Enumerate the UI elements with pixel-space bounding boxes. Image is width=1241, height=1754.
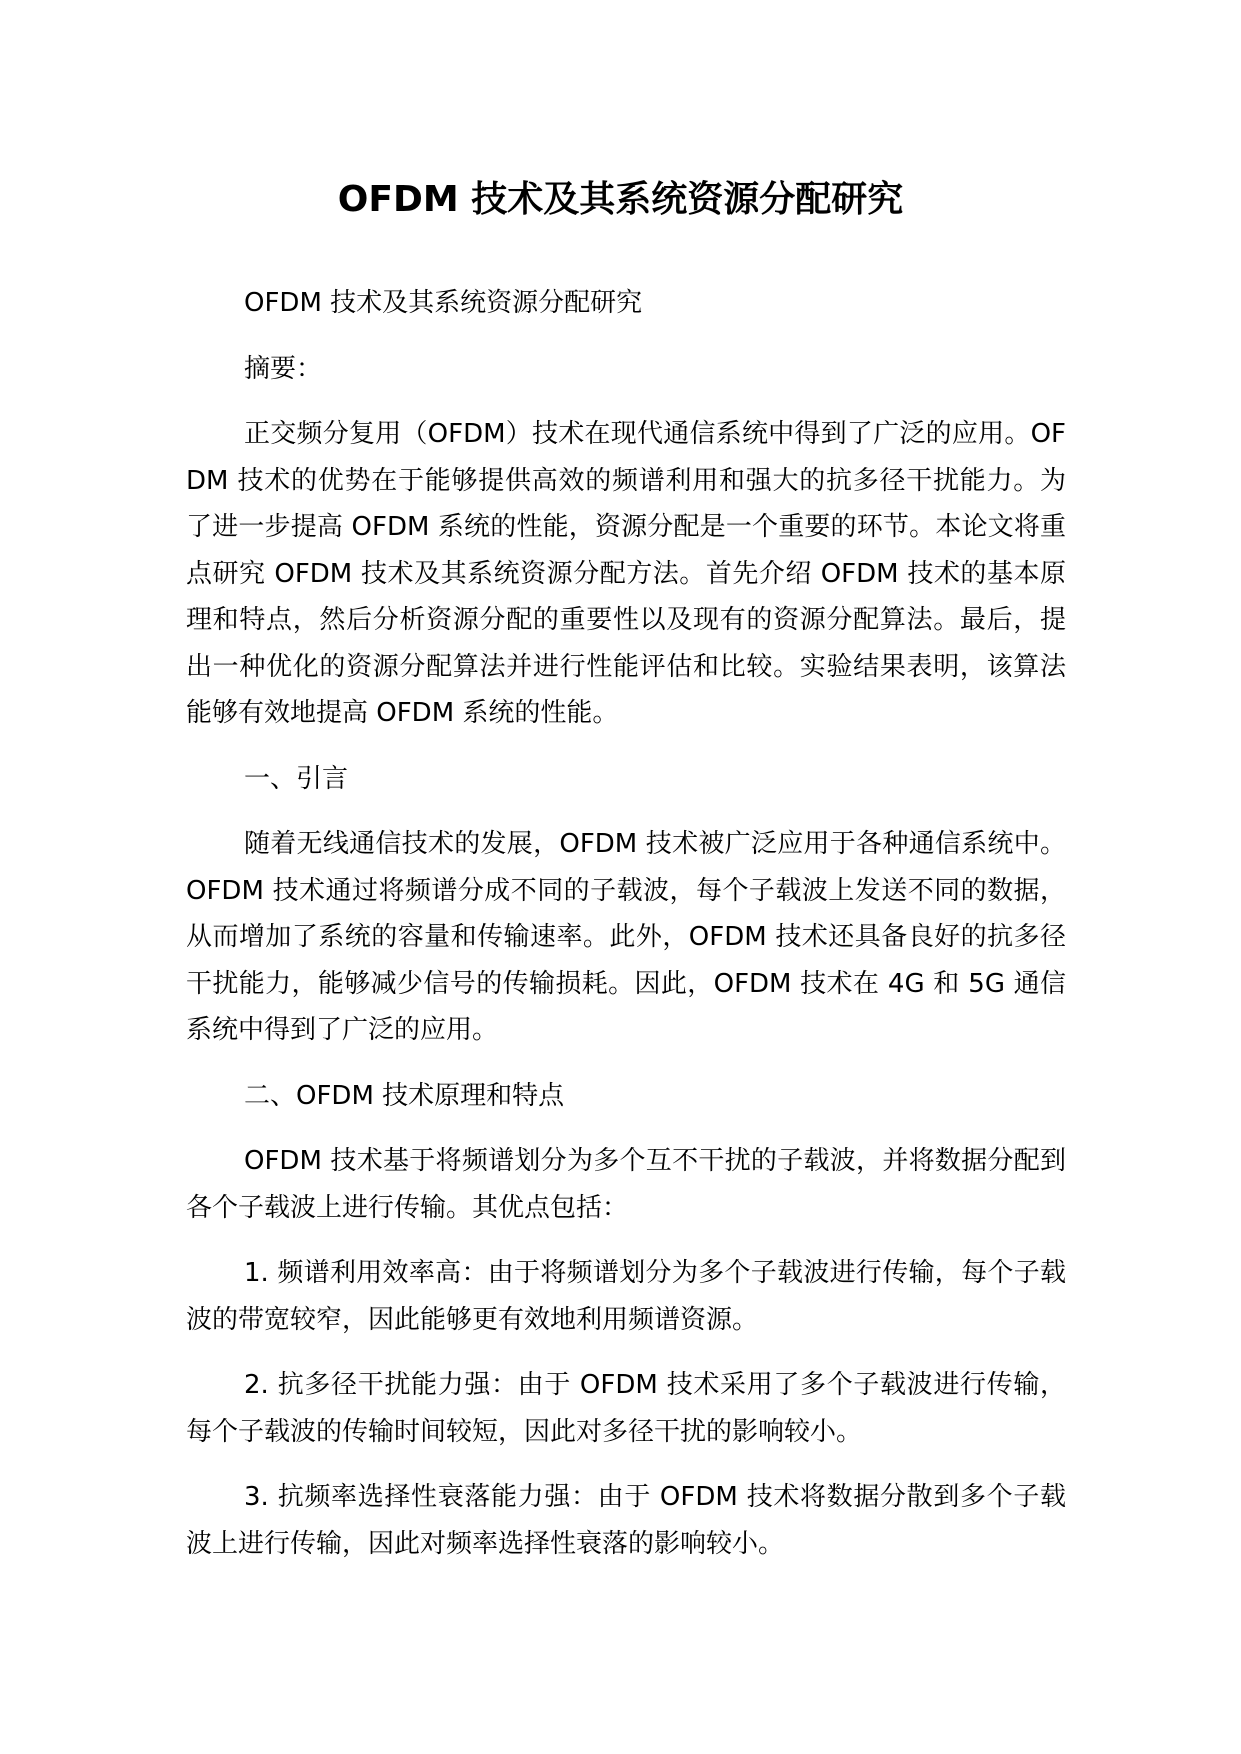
introduction-paragraph: 随着无线通信技术的发展，OFDM 技术被广泛应用于各种通信系统中。OFDM 技术通过将频谱分成不同的子载波，每个子载波上发送不同的数据，从而增加了系统的容量和传输速率。此外，OFDM 技术还具备良好的抗多径干扰能力，能够减少信号的传输损耗。因此，OFDM 技术在 4G 和 5G 通信系统中得到了广泛的应用。: [186, 829, 1066, 1045]
document-title: OFDM 技术及其系统资源分配研究: [337, 179, 904, 220]
list-item-1: 1. 频谱利用效率高：由于将频谱划分为多个子载波进行传输，每个子载波的带宽较窄，因此能够更有效地利用频谱资源。: [186, 1258, 1066, 1335]
list-item-2: 2. 抗多径干扰能力强：由于 OFDM 技术采用了多个子载波进行传输，每个子载波的传输时间较短，因此对多径干扰的影响较小。: [186, 1370, 1066, 1447]
document-body: [186, 280, 1066, 1586]
section-heading-principles: 二、OFDM 技术原理和特点: [244, 1080, 565, 1111]
abstract-paragraph: 正交频分复用（OFDM）技术在现代通信系统中得到了广泛的应用。OFDM 技术的优势在于能够提供高效的频谱利用和强大的抗多径干扰能力。为了进一步提高 OFDM 系统的性能，资源分配是一个重要的环节。本论文将重点研究 OFDM 技术及其系统资源分配方法。首先介绍 OFDM 技术的基本原理和特点，然后分析资源分配的重要性以及现有的资源分配算法。最后，提出一种优化的资源分配算法并进行性能评估和比较。实验结果表明，该算法能够有效地提高 OFDM 系统的性能。: [186, 419, 1066, 728]
list-item-3: 3. 抗频率选择性衰落能力强：由于 OFDM 技术将数据分散到多个子载波上进行传输，因此对频率选择性衰落的影响较小。: [186, 1482, 1066, 1559]
subtitle-paragraph: OFDM 技术及其系统资源分配研究: [244, 288, 643, 318]
section-heading-introduction: 一、引言: [244, 763, 349, 794]
principles-paragraph: OFDM 技术基于将频谱划分为多个互不干扰的子载波，并将数据分配到各个子载波上进行传输。其优点包括：: [186, 1146, 1066, 1223]
abstract-heading: 摘要：: [244, 353, 323, 384]
